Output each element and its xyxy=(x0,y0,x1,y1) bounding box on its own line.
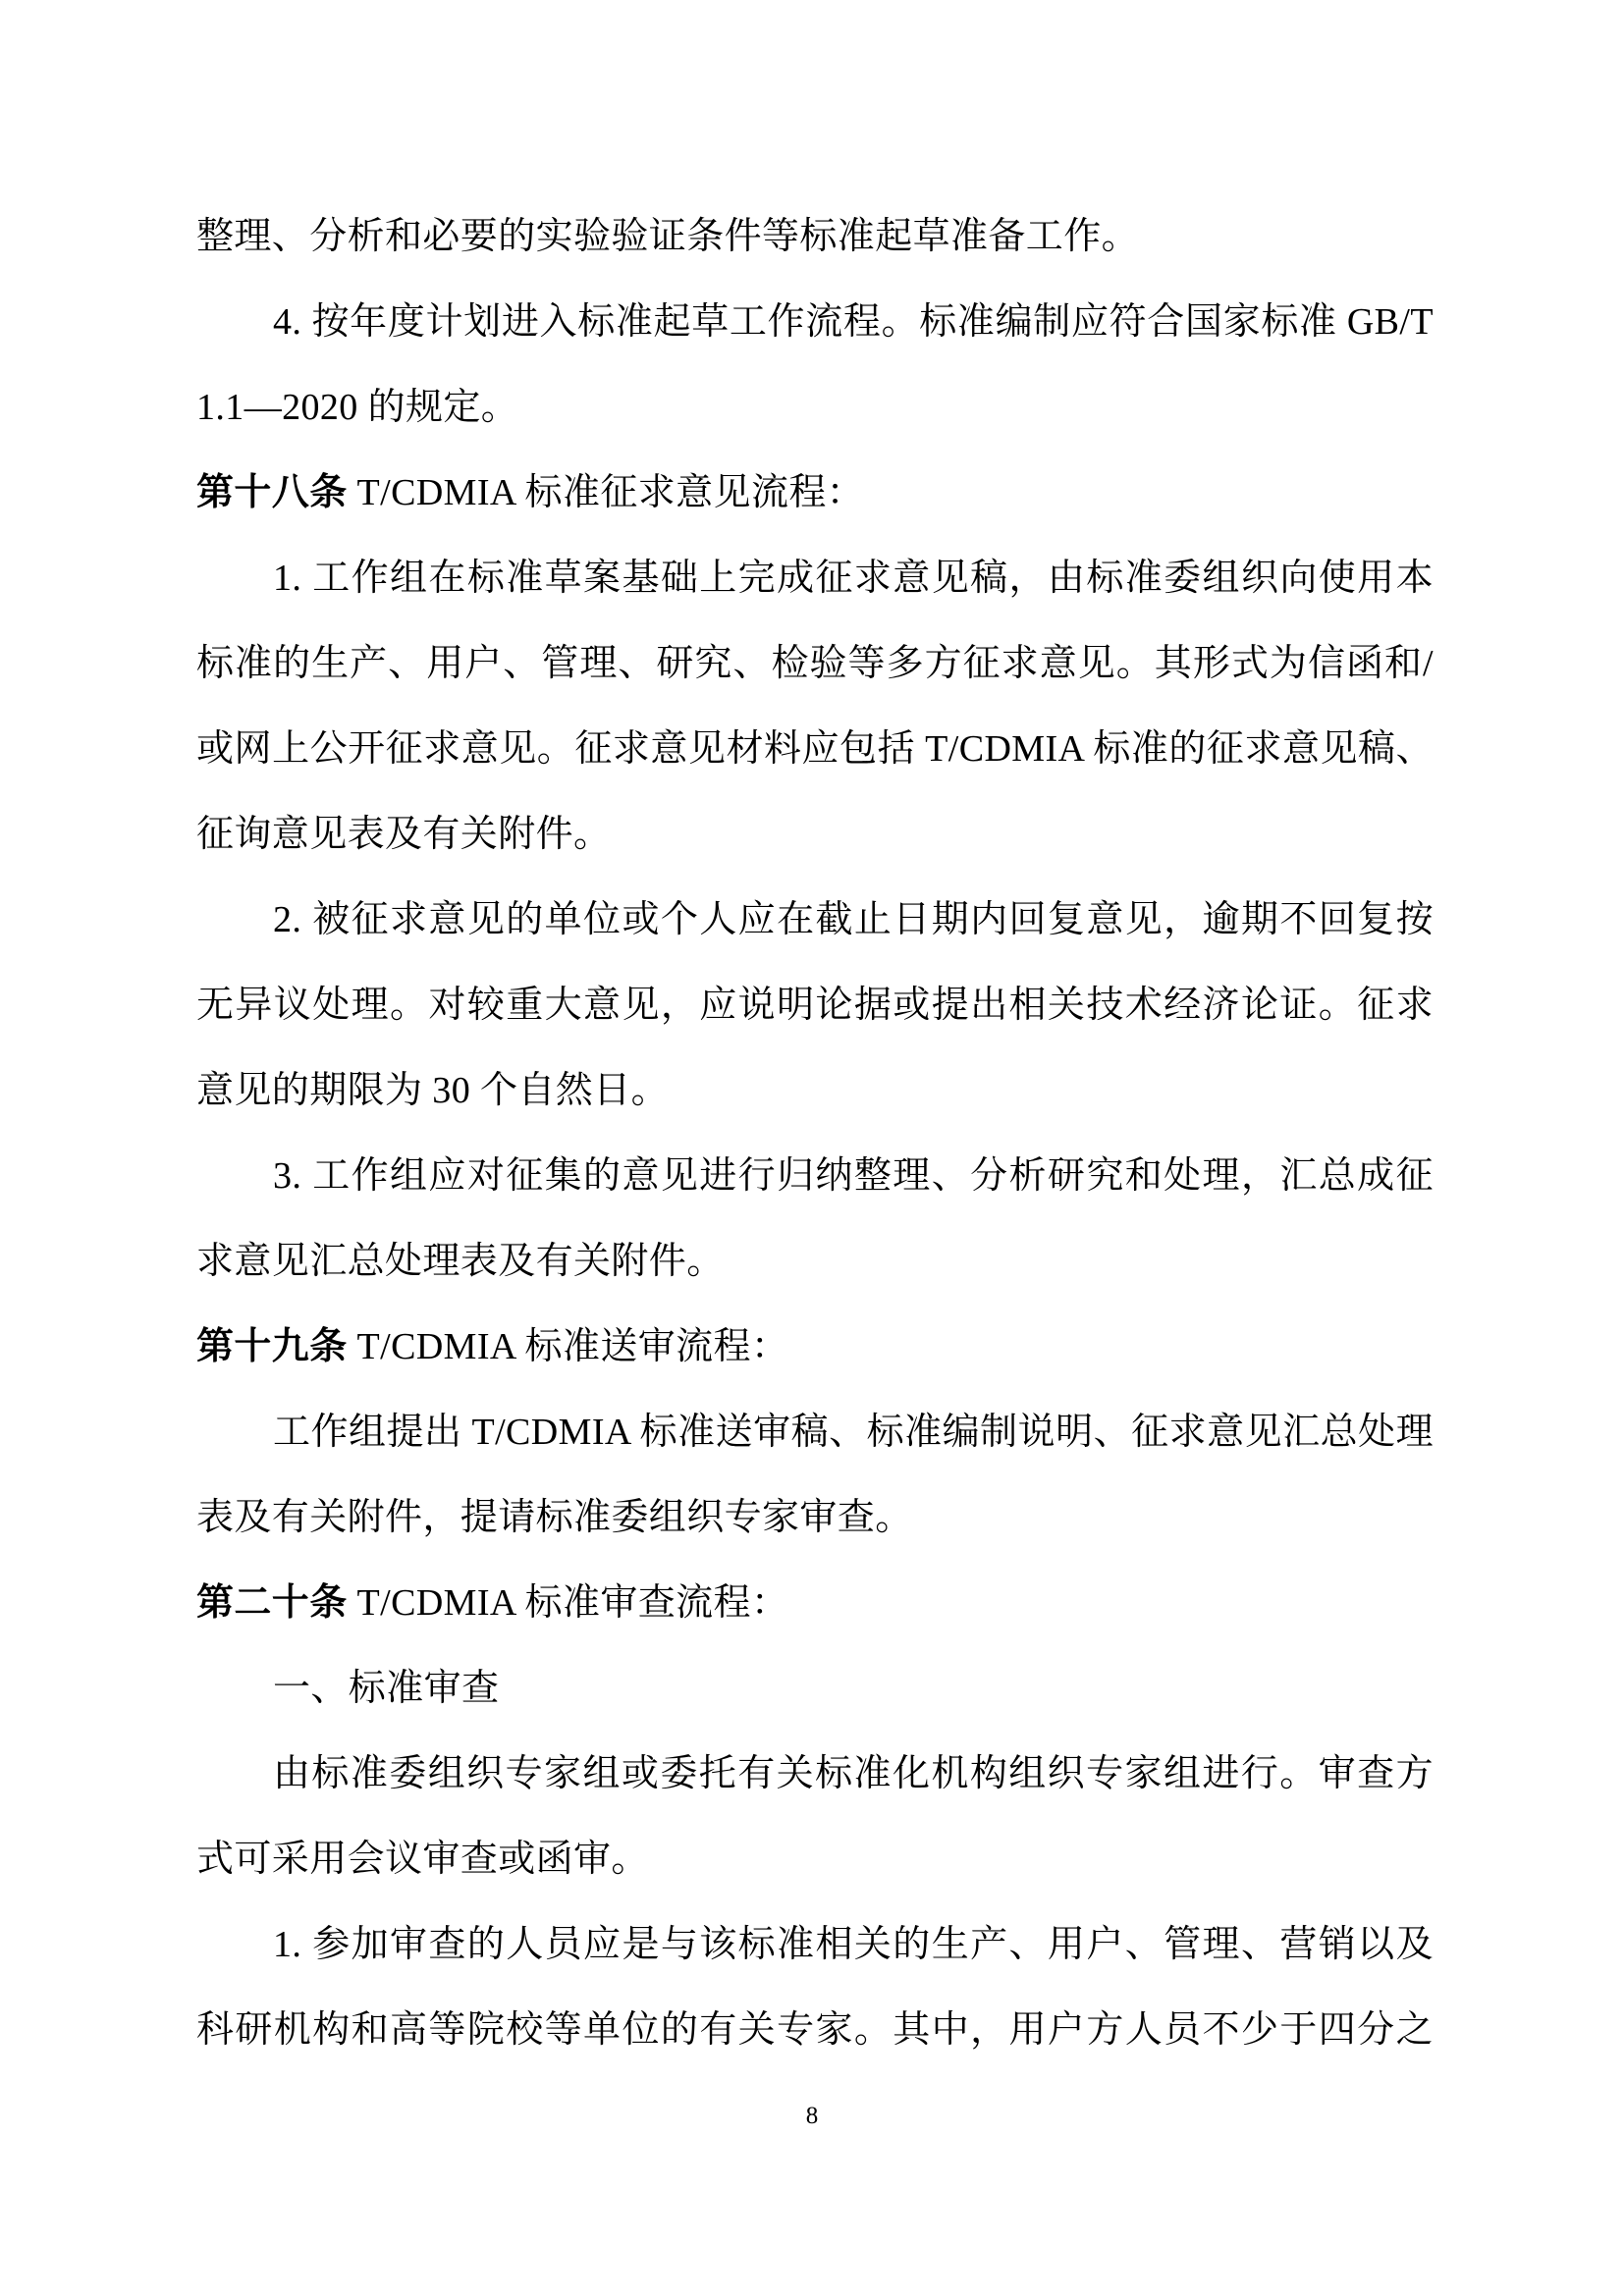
article-20-title: T/CDMIA 标准审查流程： xyxy=(347,1582,789,1624)
body-line-18: 一、标准审查 xyxy=(273,1668,500,1709)
body-line-11: 意见的期限为 30 个自然日。 xyxy=(196,1070,670,1111)
article-19-heading xyxy=(196,1305,1434,1390)
article-20-number: 第二十条 xyxy=(196,1582,348,1624)
body-line-6: 标准的生产、用户、管理、研究、检验等多方征求意见。其形式为信函和/ xyxy=(196,643,1434,684)
article-18-title: T/CDMIA 标准征求意见流程： xyxy=(347,472,865,513)
body-line-9: 2. 被征求意见的单位或个人应在截止日期内回复意见，逾期不回复按 xyxy=(273,899,1434,940)
body-line-13: 求意见汇总处理表及有关附件。 xyxy=(196,1241,725,1282)
document-body xyxy=(196,194,1434,2073)
body-line-5: 1. 工作组在标准草案基础上完成征求意见稿，由标准委组织向使用本 xyxy=(273,558,1434,599)
body-line-1: 整理、分析和必要的实验验证条件等标准起草准备工作。 xyxy=(196,216,1140,257)
page-number: 8 xyxy=(805,2103,819,2129)
article-19-number: 第十九条 xyxy=(196,1326,348,1367)
body-line-19: 由标准委组织专家组或委托有关标准化机构组织专家组进行。审查方 xyxy=(273,1753,1434,1794)
body-line-3: 1.1—2020 的规定。 xyxy=(196,387,519,428)
article-20-heading xyxy=(196,1561,1434,1646)
body-line-8: 征询意见表及有关附件。 xyxy=(196,814,612,855)
body-line-21: 1. 参加审查的人员应是与该标准相关的生产、用户、管理、营销以及 xyxy=(273,1924,1434,1965)
article-18-heading xyxy=(196,451,1434,536)
body-line-15: 工作组提出 T/CDMIA 标准送审稿、标准编制说明、征求意见汇总处理 xyxy=(273,1412,1434,1453)
body-line-16: 表及有关附件，提请标准委组织专家审查。 xyxy=(196,1497,913,1538)
article-18-number: 第十八条 xyxy=(196,472,348,513)
body-line-20: 式可采用会议审查或函审。 xyxy=(196,1839,649,1880)
body-line-10: 无异议处理。对较重大意见，应说明论据或提出相关技术经济论证。征求 xyxy=(196,985,1434,1026)
body-line-2: 4. 按年度计划进入标准起草工作流程。标准编制应符合国家标准 GB/T xyxy=(273,301,1434,343)
article-19-title: T/CDMIA 标准送审流程： xyxy=(347,1326,789,1367)
body-line-7: 或网上公开征求意见。征求意见材料应包括 T/CDMIA 标准的征求意见稿、 xyxy=(196,728,1434,770)
body-line-12: 3. 工作组应对征集的意见进行归纳整理、分析研究和处理，汇总成征 xyxy=(273,1155,1434,1197)
body-line-22: 科研机构和高等院校等单位的有关专家。其中，用户方人员不少于四分之 xyxy=(196,2009,1434,2051)
